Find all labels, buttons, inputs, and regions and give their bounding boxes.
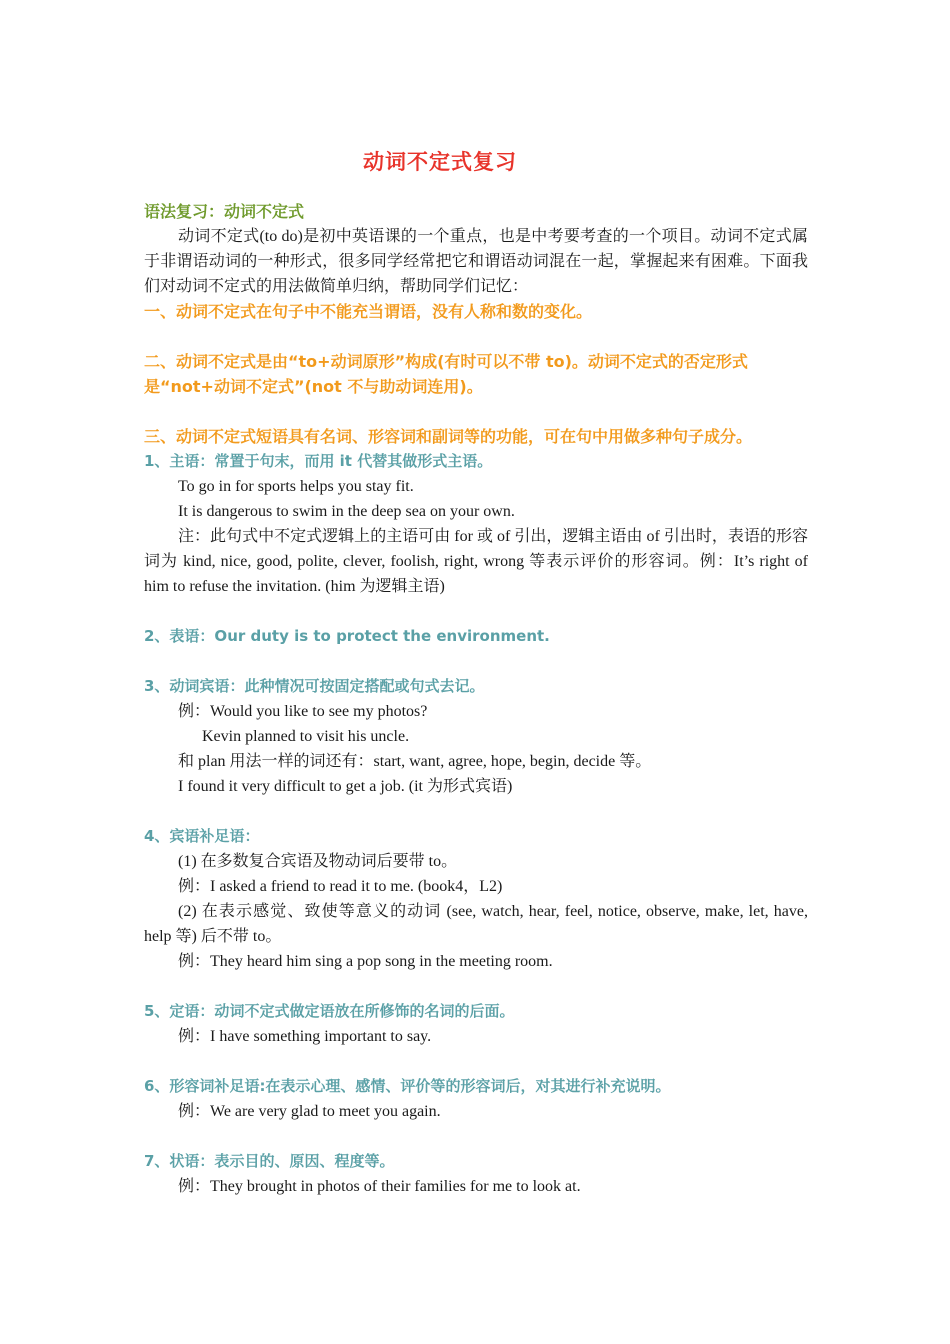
document-title: 动词不定式复习 <box>363 150 517 174</box>
usage-3-example-3: 和 plan 用法一样的词还有：start, want, agree, hope, begin, decide 等。 <box>178 753 652 770</box>
intro-paragraph: 动词不定式(to do)是初中英语课的一个重点，也是中考要考查的一个项目。动词不定式属于非谓语动词的一种形式，很多同学经常把它和谓语动词混在一起，掌握起来有困难。下面我们对动词不定式的用法做简单归纳，帮助同学们记忆： <box>144 228 808 295</box>
point-3: 三、动词不定式短语具有名词、形容词和副词等的功能，可在句中用做多种句子成分。 <box>144 427 753 446</box>
document-body <box>144 199 808 1199</box>
usage-1-heading: 1、主语：常置于句末，而用 it 代替其做形式主语。 <box>144 452 493 470</box>
usage-1-note: 注：此句式中不定式逻辑上的主语可由 for 或 of 引出，逻辑主语由 of 引出时，表语的形容词为 kind, nice, good, polite, clever, foolish, right, wrong 等表示评价的形容词。例：It’s right of him to refuse the invitation. (him 为逻辑主语) <box>144 528 808 595</box>
usage-4-example-2: 例：They heard him sing a pop song in the meeting room. <box>178 953 553 970</box>
usage-4-example-1: 例：I asked a friend to read it to me. (book4，L2) <box>178 878 503 895</box>
usage-4-heading: 4、宾语补足语： <box>144 827 260 845</box>
usage-4-point-1: (1) 在多数复合宾语及物动词后要带 to。 <box>178 853 458 870</box>
usage-6-heading: 6、形容词补足语:在表示心理、感情、评价等的形容词后，对其进行补充说明。 <box>144 1077 671 1095</box>
usage-1-example-1: To go in for sports helps you stay fit. <box>178 478 414 495</box>
usage-5-example-1: 例：I have something important to say. <box>178 1028 432 1045</box>
usage-4-point-2: (2) 在表示感觉、致使等意义的动词 (see, watch, hear, feel, notice, observe, make, let, have, help 等) 后不带 to。 <box>144 903 808 945</box>
usage-2-heading: 2、表语：Our duty is to protect the environment. <box>144 627 550 645</box>
point-1: 一、动词不定式在句子中不能充当谓语，没有人称和数的变化。 <box>144 302 593 321</box>
usage-3-example-2: Kevin planned to visit his uncle. <box>202 728 410 745</box>
usage-3-example-4: I found it very difficult to get a job. (it 为形式宾语) <box>178 778 513 795</box>
usage-7-heading: 7、状语：表示目的、原因、程度等。 <box>144 1152 395 1170</box>
section-label: 语法复习：动词不定式 <box>144 202 305 221</box>
point-2: 二、动词不定式是由“to+动词原形”构成(有时可以不带 to)。动词不定式的否定形式是“not+动词不定式”(not 不与助动词连用)。 <box>144 352 748 396</box>
usage-7-example-1: 例：They brought in photos of their families for me to look at. <box>178 1178 581 1195</box>
usage-6-example-1: 例：We are very glad to meet you again. <box>178 1103 441 1120</box>
usage-1-example-2: It is dangerous to swim in the deep sea on your own. <box>178 503 515 520</box>
usage-3-heading: 3、动词宾语：此种情况可按固定搭配或句式去记。 <box>144 677 485 695</box>
usage-3-example-1: 例：Would you like to see my photos? <box>178 703 428 720</box>
usage-5-heading: 5、定语：动词不定式做定语放在所修饰的名词的后面。 <box>144 1002 515 1020</box>
